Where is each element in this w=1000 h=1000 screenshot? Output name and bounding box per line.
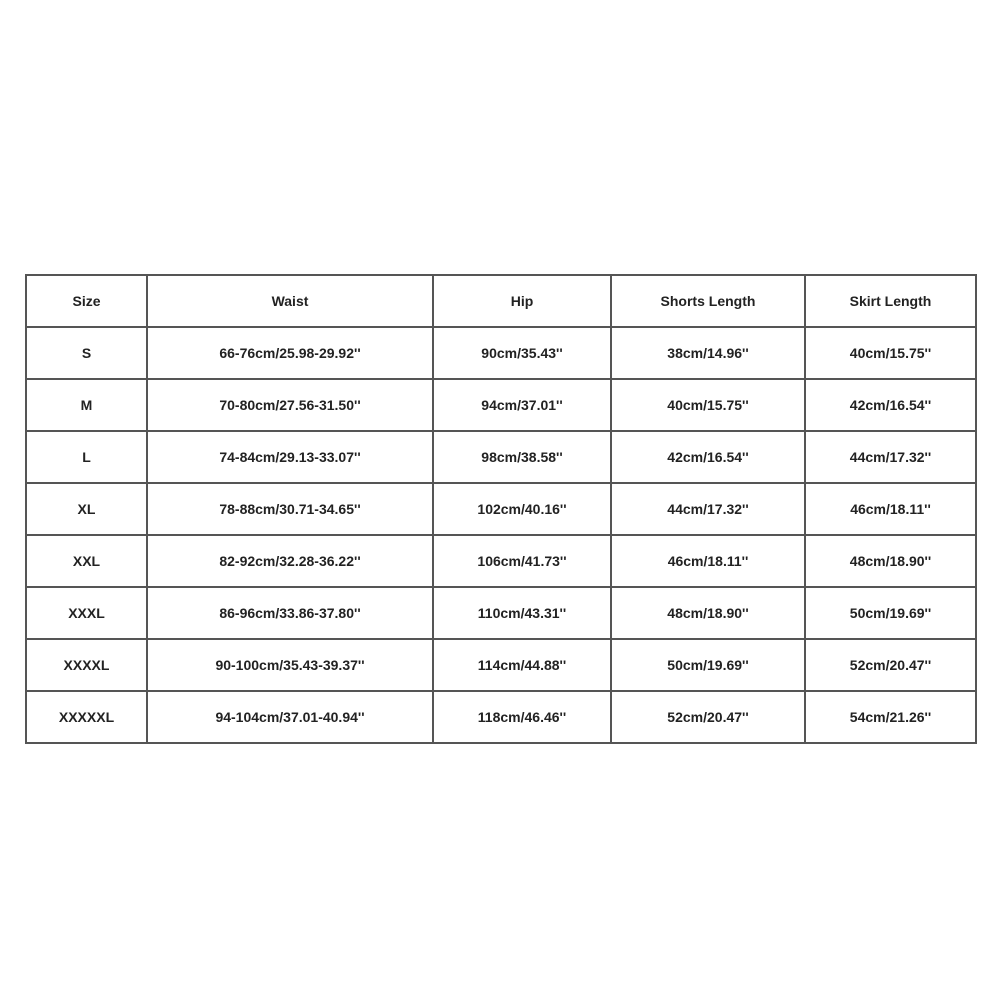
cell-size: S bbox=[26, 327, 147, 379]
table-row bbox=[26, 379, 976, 431]
cell-hip: 106cm/41.73'' bbox=[433, 535, 611, 587]
cell-waist: 74-84cm/29.13-33.07'' bbox=[147, 431, 433, 483]
cell-shorts-length: 38cm/14.96'' bbox=[611, 327, 805, 379]
cell-shorts-length: 46cm/18.11'' bbox=[611, 535, 805, 587]
cell-skirt-length: 54cm/21.26'' bbox=[805, 691, 976, 743]
table-row bbox=[26, 639, 976, 691]
table-row bbox=[26, 483, 976, 535]
cell-waist: 82-92cm/32.28-36.22'' bbox=[147, 535, 433, 587]
cell-waist: 70-80cm/27.56-31.50'' bbox=[147, 379, 433, 431]
size-chart-table bbox=[25, 274, 977, 744]
cell-skirt-length: 46cm/18.11'' bbox=[805, 483, 976, 535]
cell-hip: 94cm/37.01'' bbox=[433, 379, 611, 431]
cell-hip: 114cm/44.88'' bbox=[433, 639, 611, 691]
cell-skirt-length: 52cm/20.47'' bbox=[805, 639, 976, 691]
cell-hip: 118cm/46.46'' bbox=[433, 691, 611, 743]
cell-shorts-length: 42cm/16.54'' bbox=[611, 431, 805, 483]
header-hip: Hip bbox=[433, 275, 611, 327]
cell-skirt-length: 48cm/18.90'' bbox=[805, 535, 976, 587]
cell-size: XXXXL bbox=[26, 639, 147, 691]
cell-skirt-length: 50cm/19.69'' bbox=[805, 587, 976, 639]
cell-hip: 102cm/40.16'' bbox=[433, 483, 611, 535]
header-waist: Waist bbox=[147, 275, 433, 327]
cell-shorts-length: 44cm/17.32'' bbox=[611, 483, 805, 535]
header-size: Size bbox=[26, 275, 147, 327]
table-row bbox=[26, 691, 976, 743]
cell-waist: 90-100cm/35.43-39.37'' bbox=[147, 639, 433, 691]
cell-size: XXL bbox=[26, 535, 147, 587]
cell-waist: 94-104cm/37.01-40.94'' bbox=[147, 691, 433, 743]
header-shorts-length: Shorts Length bbox=[611, 275, 805, 327]
cell-waist: 66-76cm/25.98-29.92'' bbox=[147, 327, 433, 379]
cell-skirt-length: 42cm/16.54'' bbox=[805, 379, 976, 431]
cell-skirt-length: 44cm/17.32'' bbox=[805, 431, 976, 483]
cell-skirt-length: 40cm/15.75'' bbox=[805, 327, 976, 379]
cell-shorts-length: 50cm/19.69'' bbox=[611, 639, 805, 691]
header-skirt-length: Skirt Length bbox=[805, 275, 976, 327]
cell-size: XXXXXL bbox=[26, 691, 147, 743]
table-row bbox=[26, 587, 976, 639]
table-row bbox=[26, 431, 976, 483]
cell-shorts-length: 52cm/20.47'' bbox=[611, 691, 805, 743]
cell-shorts-length: 48cm/18.90'' bbox=[611, 587, 805, 639]
cell-size: XXXL bbox=[26, 587, 147, 639]
cell-hip: 110cm/43.31'' bbox=[433, 587, 611, 639]
table-header-row bbox=[26, 275, 976, 327]
cell-hip: 98cm/38.58'' bbox=[433, 431, 611, 483]
cell-waist: 86-96cm/33.86-37.80'' bbox=[147, 587, 433, 639]
cell-shorts-length: 40cm/15.75'' bbox=[611, 379, 805, 431]
cell-size: XL bbox=[26, 483, 147, 535]
cell-hip: 90cm/35.43'' bbox=[433, 327, 611, 379]
table-row bbox=[26, 535, 976, 587]
cell-size: L bbox=[26, 431, 147, 483]
cell-size: M bbox=[26, 379, 147, 431]
table-row bbox=[26, 327, 976, 379]
cell-waist: 78-88cm/30.71-34.65'' bbox=[147, 483, 433, 535]
